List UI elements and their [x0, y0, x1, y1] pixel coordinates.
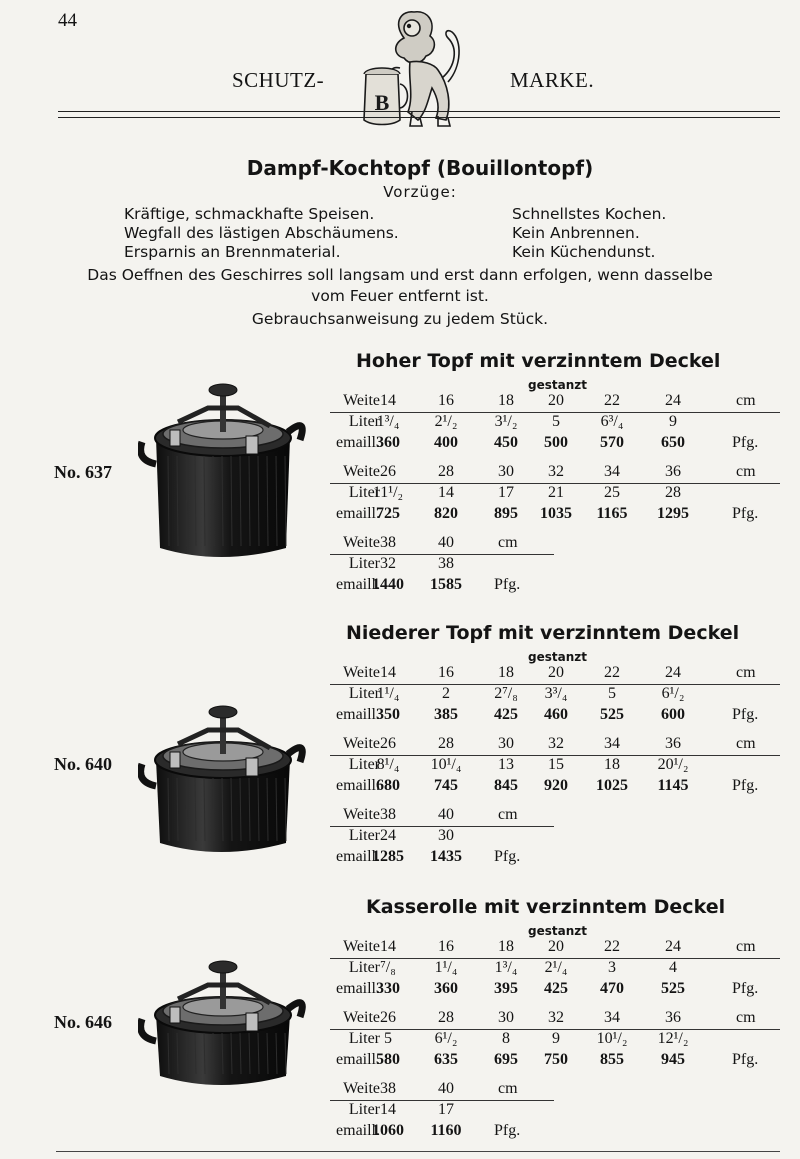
row-label: Weite [343, 664, 380, 681]
advantage-item: Kein Küchendunst. [512, 243, 656, 261]
row-label: Weite [343, 938, 380, 955]
table-cell: 4 [669, 959, 677, 976]
table-cell: 945 [661, 1051, 685, 1068]
advantage-item: Kein Anbrennen. [512, 224, 640, 242]
row-label: Liter [348, 827, 380, 844]
unit-label: cm [736, 735, 756, 752]
table-cell: 34 [604, 735, 620, 752]
table-cell: 26 [380, 463, 396, 480]
advantage-item: Ersparnis an Brennmaterial. [124, 243, 341, 261]
row-label: Liter [348, 1030, 380, 1047]
table-cell: 450 [494, 434, 518, 451]
section-subtitle: gestanzt [528, 924, 587, 938]
table-cell: 14 [380, 938, 396, 955]
table-rule [330, 826, 554, 827]
row-label: emaill. [336, 576, 380, 593]
table-cell: 1435 [430, 848, 462, 865]
table-cell: 2⁷/₈ [494, 685, 518, 702]
table-row-liter [0, 555, 790, 575]
row-label: emaill. [336, 777, 380, 794]
table-cell: 3 [608, 959, 616, 976]
table-cell: 680 [376, 777, 400, 794]
table-cell: 1³/₄ [494, 959, 518, 976]
header-rule-upper [58, 111, 780, 112]
unit-label: Pfg. [494, 848, 521, 865]
unit-label: Pfg. [494, 576, 521, 593]
table-cell: 30 [498, 1009, 514, 1026]
advantages-heading: Vorzüge: [383, 183, 457, 201]
row-label: Weite [343, 735, 380, 752]
table-row-liter [0, 959, 790, 979]
advantages-left [124, 205, 399, 262]
table-cell: 16 [438, 664, 454, 681]
main-title: Dampf-Kochtopf (Bouillontopf) [246, 156, 594, 180]
advantage-item: Schnellstes Kochen. [512, 205, 667, 223]
row-label: Liter [348, 959, 380, 976]
table-cell: 330 [376, 980, 400, 997]
trademark-left-word: SCHUTZ- [232, 68, 325, 92]
table-cell: ⁷/₈ [380, 959, 396, 976]
table-rule [330, 958, 780, 959]
advantage-item: Wegfall des lästigen Abschäumens. [124, 224, 399, 242]
table-row-email [0, 980, 790, 1000]
unit-label: cm [498, 1080, 518, 1097]
section-subtitle: gestanzt [528, 378, 587, 392]
table-cell: 16 [438, 392, 454, 409]
table-cell: 725 [376, 505, 400, 522]
table-cell: 17 [438, 1101, 454, 1118]
usage-note-line: Das Oeffnen des Geschirres soll langsam und erst dann erfolgen, wenn dasselbe [87, 266, 713, 284]
table-cell: 16 [438, 938, 454, 955]
advantage-item: Kräftige, schmackhafte Speisen. [124, 205, 375, 223]
table-cell: 13 [498, 756, 514, 773]
table-cell: 9 [669, 413, 677, 430]
table-cell: 18 [498, 938, 514, 955]
table-cell: 22 [604, 664, 620, 681]
table-cell: 3³/₄ [544, 685, 568, 702]
table-cell: 38 [380, 806, 396, 823]
table-row-liter [0, 756, 790, 776]
table-cell: 845 [494, 777, 518, 794]
row-label: Weite [343, 392, 380, 409]
table-cell: 6¹/₂ [661, 685, 685, 702]
row-label: Liter [348, 685, 380, 702]
table-cell: 750 [544, 1051, 568, 1068]
unit-label: Pfg. [732, 434, 759, 451]
table-cell: 855 [600, 1051, 624, 1068]
table-cell: 650 [661, 434, 685, 451]
row-label: Liter [348, 555, 380, 572]
table-cell: 525 [600, 706, 624, 723]
table-rule [330, 554, 554, 555]
table-cell: 460 [544, 706, 568, 723]
table-cell: 20 [548, 664, 564, 681]
table-cell: 14 [380, 664, 396, 681]
table-cell: 32 [548, 1009, 564, 1026]
table-cell: 470 [600, 980, 624, 997]
table-row-liter [0, 1101, 790, 1121]
table-row-email [0, 706, 790, 726]
table-row-weite [0, 938, 790, 958]
table-cell: 17 [498, 484, 514, 501]
table-cell: 18 [498, 392, 514, 409]
bottom-rule [56, 1151, 780, 1152]
table-row-weite [0, 1080, 790, 1100]
table-cell: 38 [380, 534, 396, 551]
table-cell: 1³/₄ [376, 413, 400, 430]
table-cell: 25 [604, 484, 620, 501]
table-cell: 28 [665, 484, 681, 501]
table-cell: 36 [665, 1009, 681, 1026]
unit-label: cm [736, 664, 756, 681]
table-cell: 2¹/₄ [544, 959, 568, 976]
table-row-liter [0, 685, 790, 705]
table-cell: 695 [494, 1051, 518, 1068]
table-cell: 1440 [372, 576, 404, 593]
row-label: emaill. [336, 848, 380, 865]
unit-label: cm [498, 534, 518, 551]
table-rule [330, 1100, 554, 1101]
table-cell: 22 [604, 938, 620, 955]
page-number: 44 [58, 10, 77, 31]
table-row-weite [0, 392, 790, 412]
table-cell: 40 [438, 806, 454, 823]
table-cell: 5 [552, 413, 560, 430]
unit-label: cm [736, 392, 756, 409]
table-cell: 24 [665, 938, 681, 955]
row-label: emaill. [336, 505, 380, 522]
table-rule [330, 755, 780, 756]
table-cell: 360 [434, 980, 458, 997]
table-cell: 36 [665, 463, 681, 480]
table-row-email [0, 576, 790, 596]
unit-label: cm [736, 938, 756, 955]
table-cell: 10¹/₄ [430, 756, 462, 773]
table-cell: 5 [384, 1030, 392, 1047]
table-row-email [0, 777, 790, 797]
table-cell: 34 [604, 1009, 620, 1026]
section-title: Kasserolle mit verzinntem Deckel [366, 896, 726, 918]
table-cell: 32 [548, 463, 564, 480]
table-cell: 1585 [430, 576, 462, 593]
table-cell: 10¹/₂ [596, 1030, 628, 1047]
table-cell: 1025 [596, 777, 628, 794]
table-cell: 38 [380, 1080, 396, 1097]
table-cell: 8¹/₄ [376, 756, 400, 773]
table-cell: 28 [438, 735, 454, 752]
table-cell: 9 [552, 1030, 560, 1047]
table-cell: 570 [600, 434, 624, 451]
table-cell: 1¹/₄ [434, 959, 458, 976]
table-cell: 920 [544, 777, 568, 794]
row-label: Weite [343, 1080, 380, 1097]
row-label: Liter [348, 484, 380, 501]
advantages-right [512, 205, 666, 262]
usage-note [0, 265, 800, 307]
table-rule [330, 684, 780, 685]
table-cell: 20¹/₂ [657, 756, 689, 773]
table-cell: 360 [376, 434, 400, 451]
table-cell: 20 [548, 938, 564, 955]
table-row-email [0, 434, 790, 454]
table-cell: 6¹/₂ [434, 1030, 458, 1047]
table-cell: 745 [434, 777, 458, 794]
usage-note-line: vom Feuer entfernt ist. [311, 287, 489, 305]
table-cell: 14 [380, 1101, 396, 1118]
row-label: emaill. [336, 980, 380, 997]
table-cell: 32 [548, 735, 564, 752]
table-row-liter [0, 827, 790, 847]
table-row-email [0, 505, 790, 525]
table-cell: 350 [376, 706, 400, 723]
table-cell: 30 [498, 463, 514, 480]
unit-label: Pfg. [732, 980, 759, 997]
unit-label: Pfg. [732, 706, 759, 723]
unit-label: cm [736, 1009, 756, 1026]
unit-label: Pfg. [494, 1122, 521, 1139]
table-cell: 14 [438, 484, 454, 501]
table-cell: 24 [380, 827, 396, 844]
table-rule [330, 412, 780, 413]
table-cell: 32 [380, 555, 396, 572]
table-cell: 2¹/₂ [434, 413, 458, 430]
table-cell: 12¹/₂ [657, 1030, 689, 1047]
table-row-weite [0, 463, 790, 483]
unit-label: Pfg. [732, 777, 759, 794]
table-cell: 8 [502, 1030, 510, 1047]
table-cell: 500 [544, 434, 568, 451]
table-cell: 525 [661, 980, 685, 997]
table-cell: 1160 [430, 1122, 462, 1139]
row-label: Liter [348, 413, 380, 430]
product-number: No. 640 [54, 754, 112, 774]
trademark-right-word: MARKE. [510, 68, 595, 92]
table-cell: 1295 [657, 505, 689, 522]
table-cell: 425 [544, 980, 568, 997]
row-label: Weite [343, 463, 380, 480]
product-number: No. 646 [54, 1012, 112, 1032]
table-row-email [0, 1051, 790, 1071]
row-label: emaill. [336, 1122, 380, 1139]
table-cell: 1285 [372, 848, 404, 865]
table-cell: 18 [498, 664, 514, 681]
table-cell: 1035 [540, 505, 572, 522]
row-label: Weite [343, 806, 380, 823]
row-label: emaill. [336, 434, 380, 451]
table-cell: 34 [604, 463, 620, 480]
table-cell: 22 [604, 392, 620, 409]
row-label: Weite [343, 534, 380, 551]
table-row-weite [0, 534, 790, 554]
table-cell: 2 [442, 685, 450, 702]
table-rule [330, 1029, 780, 1030]
table-cell: 580 [376, 1051, 400, 1068]
section-subtitle: gestanzt [528, 650, 587, 664]
row-label: Liter [348, 1101, 380, 1118]
row-label: emaill. [336, 1051, 380, 1068]
unit-label: cm [736, 463, 756, 480]
table-cell: 395 [494, 980, 518, 997]
table-rule [330, 483, 780, 484]
table-cell: 6³/₄ [600, 413, 624, 430]
row-label: emaill. [336, 706, 380, 723]
table-cell: 3¹/₂ [494, 413, 518, 430]
table-cell: 20 [548, 392, 564, 409]
table-cell: 24 [665, 392, 681, 409]
table-row-weite [0, 664, 790, 684]
table-cell: 1145 [657, 777, 689, 794]
table-cell: 24 [665, 664, 681, 681]
table-cell: 21 [548, 484, 564, 501]
table-cell: 400 [434, 434, 458, 451]
table-cell: 26 [380, 1009, 396, 1026]
table-row-liter [0, 413, 790, 433]
row-label: Weite [343, 1009, 380, 1026]
table-cell: 5 [608, 685, 616, 702]
table-cell: 28 [438, 1009, 454, 1026]
unit-label: Pfg. [732, 505, 759, 522]
table-cell: 1165 [596, 505, 628, 522]
table-row-weite [0, 735, 790, 755]
row-label: Liter [348, 756, 380, 773]
table-cell: 15 [548, 756, 564, 773]
section-title: Niederer Topf mit verzinntem Deckel [346, 622, 740, 644]
table-cell: 30 [498, 735, 514, 752]
product-number: No. 637 [54, 462, 112, 482]
table-row-weite [0, 1009, 790, 1029]
table-row-liter [0, 484, 790, 504]
table-cell: 1060 [372, 1122, 404, 1139]
table-cell: 14 [380, 392, 396, 409]
unit-label: cm [498, 806, 518, 823]
table-cell: 820 [434, 505, 458, 522]
table-cell: 600 [661, 706, 685, 723]
table-cell: 895 [494, 505, 518, 522]
table-cell: 26 [380, 735, 396, 752]
table-cell: 28 [438, 463, 454, 480]
table-cell: 18 [604, 756, 620, 773]
table-row-email [0, 848, 790, 868]
table-row-weite [0, 806, 790, 826]
table-cell: 425 [494, 706, 518, 723]
table-cell: 40 [438, 534, 454, 551]
table-row-email [0, 1122, 790, 1142]
logo-letter: B [374, 90, 390, 115]
header-rule-lower [58, 117, 780, 118]
table-cell: 30 [438, 827, 454, 844]
table-cell: 36 [665, 735, 681, 752]
table-cell: 1¹/₄ [376, 685, 400, 702]
table-cell: 11¹/₂ [372, 484, 404, 501]
table-cell: 38 [438, 555, 454, 572]
instructions-note: Gebrauchsanweisung zu jedem Stück. [251, 310, 549, 328]
section-title: Hoher Topf mit verzinntem Deckel [356, 350, 721, 372]
unit-label: Pfg. [732, 1051, 759, 1068]
table-cell: 40 [438, 1080, 454, 1097]
table-cell: 635 [434, 1051, 458, 1068]
table-row-liter [0, 1030, 790, 1050]
table-cell: 385 [434, 706, 458, 723]
